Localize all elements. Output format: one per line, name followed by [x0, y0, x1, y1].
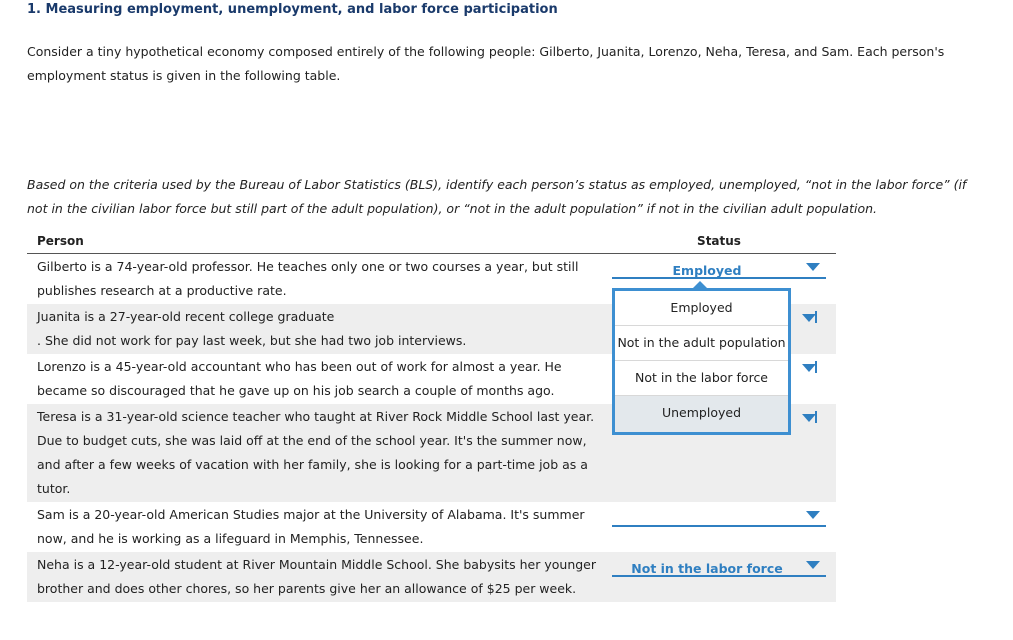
status-select-sam[interactable]: [612, 505, 826, 527]
status-select-gilberto[interactable]: [612, 257, 826, 279]
chevron-down-icon[interactable]: [802, 414, 816, 422]
option-unemployed[interactable]: Unemployed: [615, 396, 788, 432]
popup-caret: [693, 281, 707, 288]
person-header: Person: [27, 233, 602, 254]
person-sam: Sam is a 20-year-old American Studies major at the University of Alabama. It's summer now, and he is working as a lifeguard in Memphis, Tennessee.: [37, 507, 585, 546]
status-select-neha[interactable]: [612, 555, 826, 577]
selected-value: Not in the labor force: [631, 561, 783, 576]
chevron-down-icon: [806, 511, 820, 519]
option-not-in-labor-force[interactable]: Not in the labor force: [615, 361, 788, 396]
question-title: 1. Measuring employment, unemployment, and labor force participation: [27, 2, 558, 17]
option-not-in-adult-population[interactable]: Not in the adult population: [615, 326, 788, 361]
selected-value: Employed: [672, 263, 742, 278]
table-row: [27, 552, 836, 602]
person-gilberto: Gilberto is a 74-year-old professor. He teaches only one or two courses a year, but still publishes research at a productive rate.: [37, 259, 579, 298]
table-row: [27, 502, 836, 552]
chevron-down-icon: [806, 263, 820, 271]
option-employed[interactable]: Employed: [615, 291, 788, 326]
status-header: Status: [602, 233, 836, 254]
chevron-down-icon[interactable]: [802, 314, 816, 322]
instructions-text: Based on the criteria used by the Bureau of Labor Statistics (BLS), identify each person’s status as employed, unemployed, “not in the labor force” (if not in the civilian labor force but still part of the adult population), or “not in the adult population” if not in the civilian adult population.: [27, 177, 967, 216]
chevron-down-icon: [806, 561, 820, 569]
status-dropdown-menu: [612, 288, 791, 435]
chevron-down-icon[interactable]: [802, 364, 816, 372]
person-neha: Neha is a 12-year-old student at River Mountain Middle School. She babysits her younger brother and does other chores, so her parents give her an allowance of $25 per week.: [27, 552, 602, 602]
person-teresa: Teresa is a 31-year-old science teacher who taught at River Rock Middle School last year. Due to budget cuts, she was laid off at the end of the school year. It's the summer now, and after a few weeks of vacation with her family, she is looking for a part-time job as a tutor.: [27, 404, 602, 502]
intro-text: Consider a tiny hypothetical economy composed entirely of the following people: Gilberto, Juanita, Lorenzo, Neha, Teresa, and Sam. Each person's employment status is given in the following table.: [27, 44, 945, 83]
person-juanita: Juanita is a 27-year-old recent college graduate . She did not work for pay last week, but she had two job interviews.: [27, 304, 602, 354]
person-lorenzo: Lorenzo is a 45-year-old accountant who has been out of work for almost a year. He became so discouraged that he gave up on his job search a couple of months ago.: [37, 359, 562, 398]
